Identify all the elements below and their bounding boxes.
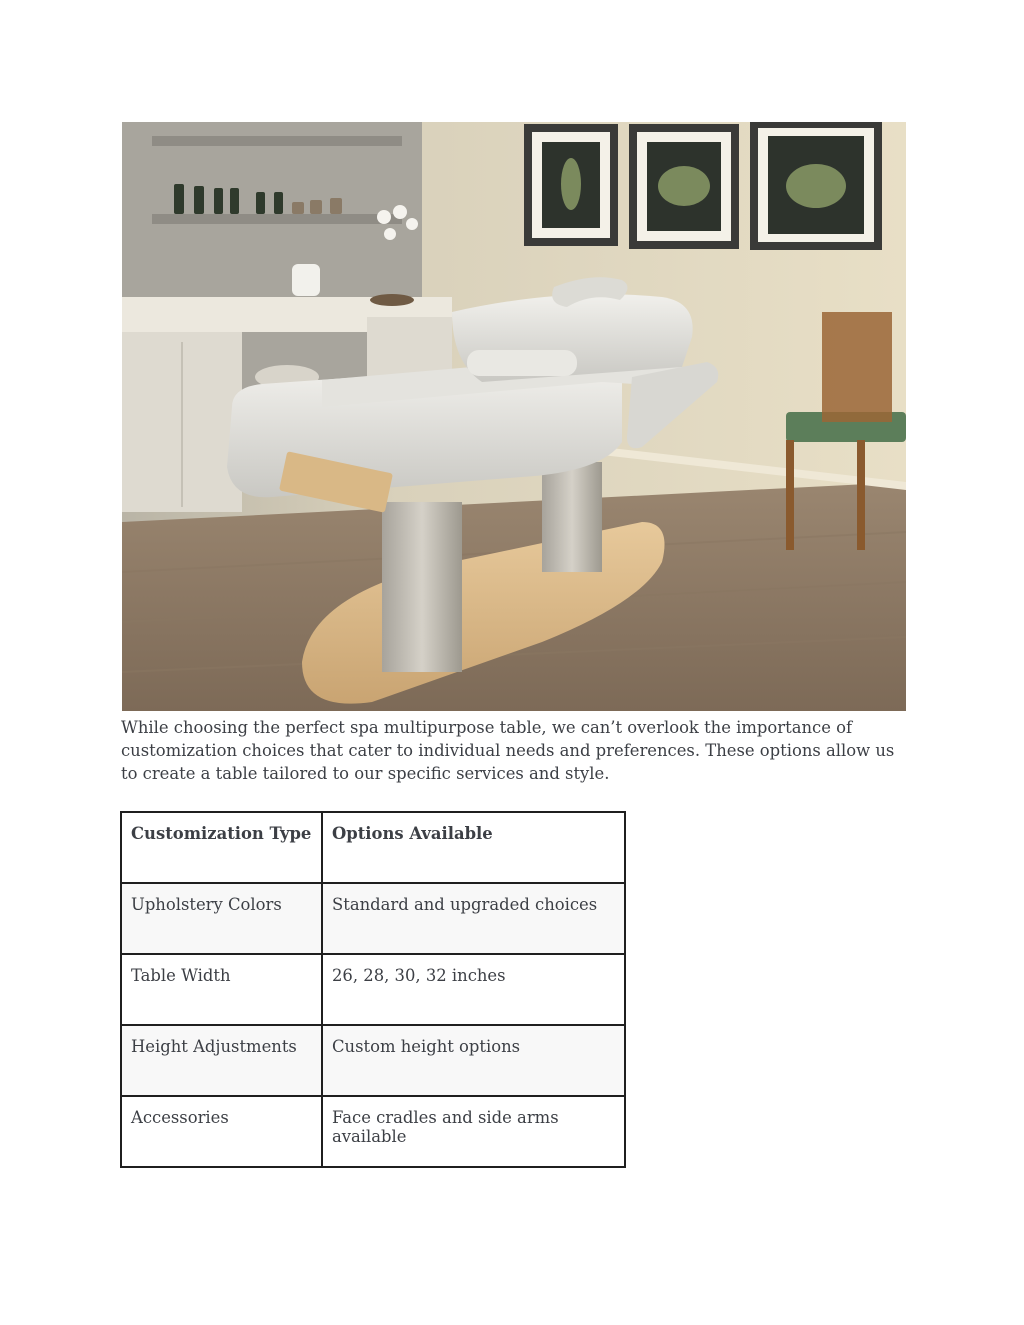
cell-customization-type: Height Adjustments [121,1025,322,1096]
table-row [121,1025,625,1096]
header-customization-type: Customization Type [121,812,322,883]
spa-table-photo [122,122,906,711]
intro-paragraph: While choosing the perfect spa multipurpose table, we can’t overlook the importance of customization choices that cater to individual needs and preferences. These options allow us to create a table tailored to our specific services and style. [121,718,895,783]
header-options-available: Options Available [322,812,625,883]
table-header-row [121,812,625,883]
cell-options-available: 26, 28, 30, 32 inches [322,954,625,1025]
cell-options-available: Face cradles and side arms available [322,1096,625,1167]
table-row [121,954,625,1025]
cell-options-available: Custom height options [322,1025,625,1096]
spa-room-illustration [122,122,906,711]
cell-options-available: Standard and upgraded choices [322,883,625,954]
customization-table [120,811,626,1168]
table-row [121,1096,625,1167]
table-row [121,883,625,954]
cell-customization-type: Table Width [121,954,322,1025]
cell-customization-type: Upholstery Colors [121,883,322,954]
cell-customization-type: Accessories [121,1096,322,1167]
